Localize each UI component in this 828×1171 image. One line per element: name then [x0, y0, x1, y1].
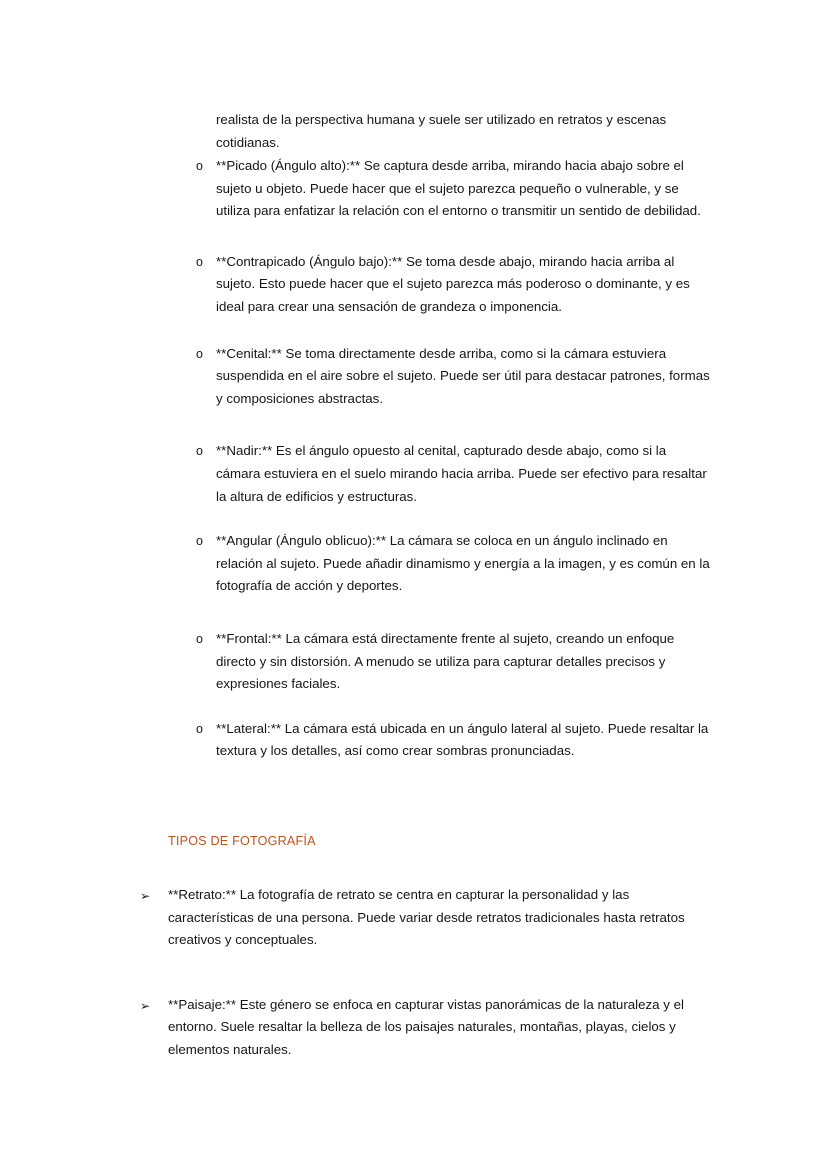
list-item-text: **Nadir:** Es el ángulo opuesto al cenital, capturado desde abajo, como si la cámara estuviera en el suelo mirando hacia arriba. Puede ser efectivo para resaltar la altura de edificios y estructuras. [216, 443, 707, 504]
continued-paragraph: realista de la perspectiva humana y suele ser utilizado en retratos y escenas cotidianas. [216, 112, 667, 150]
bullet-marker-icon: o [196, 254, 203, 269]
list-item-text: **Angular (Ángulo oblicuo):** La cámara se coloca en un ángulo inclinado en relación al sujeto. Puede añadir dinamismo y energía a la imagen, y es común en la fotografía de acción y deportes. [216, 533, 710, 594]
photo-types-list [0, 884, 828, 1098]
list-item [0, 884, 828, 952]
list-item-text: **Retrato:** La fotografía de retrato se centra en capturar la personalidad y las características de una persona. Puede variar desde retratos tradicionales hasta retratos creativos y conceptuales. [168, 887, 685, 948]
list-item-text: **Picado (Ángulo alto):** Se captura desde arriba, mirando hacia abajo sobre el sujeto u objeto. Puede hacer que el sujeto parezca pequeño o vulnerable, y se utiliza para enfatizar la relación con el entorno o transmitir un sentido de debilidad. [216, 158, 701, 219]
bullet-marker-icon: o [196, 346, 203, 361]
list-item-text: **Cenital:** Se toma directamente desde arriba, como si la cámara estuviera suspendida en el aire sobre el sujeto. Puede ser útil para destacar patrones, formas y composiciones abstractas. [216, 345, 710, 406]
list-item [0, 530, 828, 598]
list-item [0, 440, 828, 508]
list-item-text: **Contrapicado (Ángulo bajo):** Se toma desde abajo, mirando hacia arriba al sujeto. Esto puede hacer que el sujeto parezca más poderoso o dominante, y es ideal para crear una sensación de grandeza o imponencia. [216, 253, 690, 314]
list-item-text: **Paisaje:** Este género se enfoca en capturar vistas panorámicas de la naturaleza y el entorno. Suele resaltar la belleza de los paisajes naturales, montañas, playas, cielos y elementos naturales. [168, 996, 684, 1057]
list-item-text: **Lateral:** La cámara está ubicada en un ángulo lateral al sujeto. Puede resaltar la textura y los detalles, así como crear sombras pronunciadas. [216, 720, 709, 759]
arrow-bullet-icon: ➢ [140, 998, 151, 1013]
list-item-text: **Frontal:** La cámara está directamente frente al sujeto, creando un enfoque directo y sin distorsión. A menudo se utiliza para capturar detalles precisos y expresiones faciales. [216, 630, 675, 692]
bullet-marker-icon: o [196, 159, 203, 173]
bullet-marker-icon: o [196, 631, 203, 646]
bullet-marker-icon: o [196, 721, 203, 736]
list-item [0, 994, 828, 1062]
camera-angles-list [0, 155, 828, 785]
bullet-marker-icon: o [196, 444, 203, 459]
bullet-marker-icon: o [196, 534, 203, 549]
section-heading: TIPOS DE FOTOGRAFÍA [168, 834, 316, 849]
list-item [0, 628, 828, 696]
list-item [0, 251, 828, 319]
arrow-bullet-icon: ➢ [140, 889, 151, 903]
list-item [0, 343, 828, 411]
list-item [0, 155, 828, 223]
list-item [0, 718, 828, 763]
